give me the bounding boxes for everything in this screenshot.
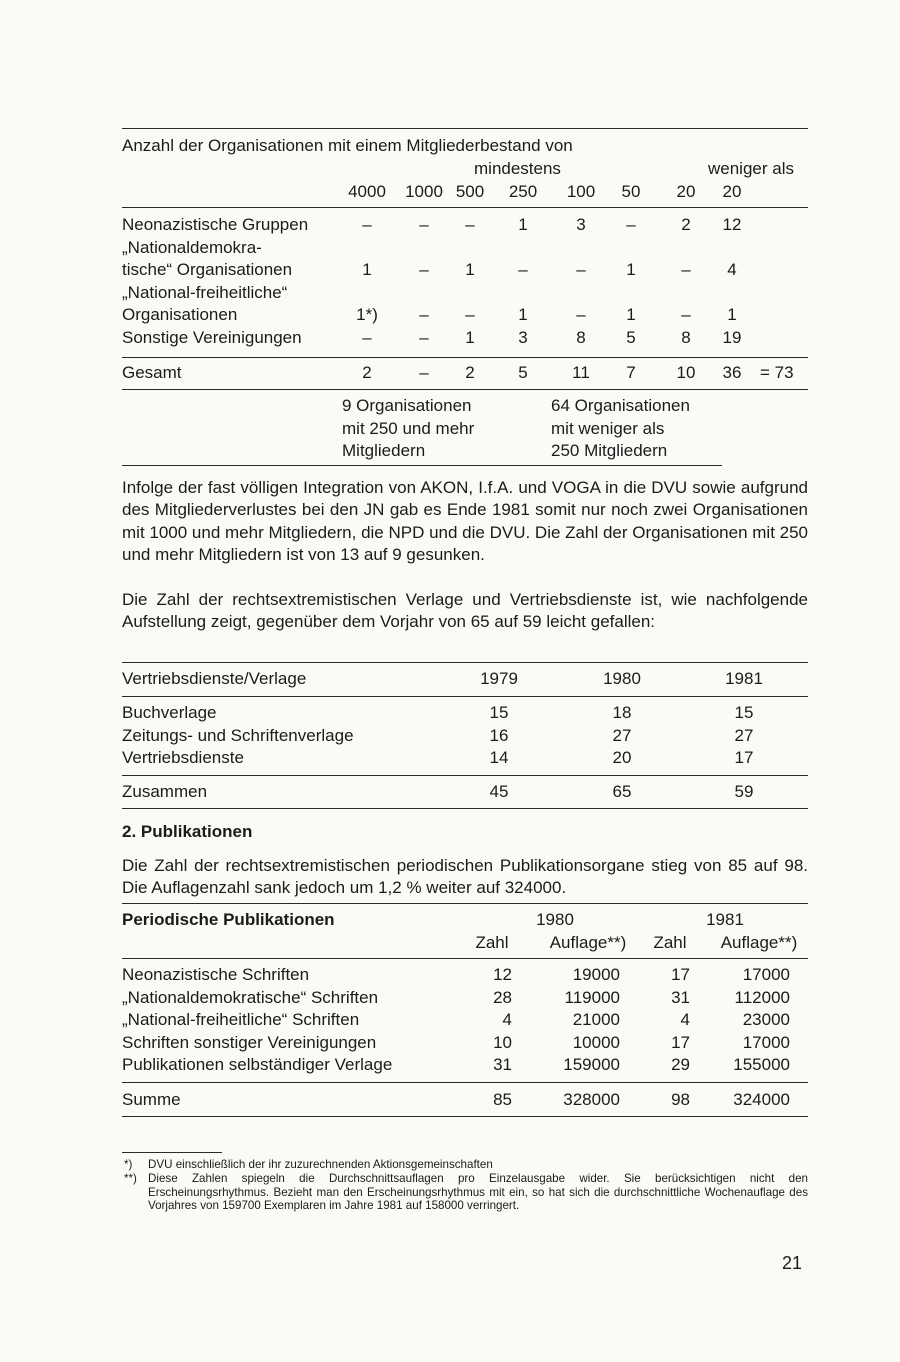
pub-subheader: Zahl: [475, 933, 509, 952]
org-row-label: tische“ Organisationen: [122, 260, 293, 279]
pub-cell: 19000: [572, 965, 620, 984]
table-rule: [122, 775, 808, 776]
verlag-cell: 27: [734, 726, 754, 745]
org-total-cell: 5: [518, 363, 528, 382]
verlag-cell: 20: [612, 748, 632, 767]
paragraph-integration: Infolge der fast völligen Integration von AKON, I.f.A. und VOGA in die DVU sowie aufgrund des Mitgliederverlustes bei den JN gab es Ende 1981 somit nur noch zwei Organisationen mit 1000 und mehr Mitgliedern, die NPD und die DVU. Die Zahl der Organisationen mit 250 und mehr Mitgliedern ist von 13 auf 9 gesunken.: [122, 478, 809, 565]
pub-subheader: Auflage**): [549, 933, 627, 952]
org-cell: –: [465, 305, 475, 324]
org-total-cell: 2: [362, 363, 372, 382]
table-rule: [122, 1082, 808, 1083]
pub-cell: 10000: [572, 1033, 620, 1052]
pub-row-label: Neonazistische Schriften: [122, 965, 310, 984]
pub-cell: 17: [671, 1033, 690, 1052]
org-cell: 19: [722, 328, 742, 347]
pub-subheader: Auflage**): [720, 933, 798, 952]
org-cell: 1: [465, 328, 475, 347]
footnote-2: [124, 1172, 808, 1213]
pub-cell: 10: [493, 1033, 512, 1052]
org-cell: –: [419, 260, 429, 279]
org-col-header: 100: [566, 182, 596, 201]
verlag-cell: 27: [612, 726, 632, 745]
org-col-header: 250: [508, 182, 538, 201]
pub-subheader: Zahl: [653, 933, 687, 952]
pub-table-year-1981: 1981: [706, 910, 744, 929]
org-cell: 1: [465, 260, 475, 279]
footnote-1: [124, 1158, 808, 1172]
pub-cell: 29: [671, 1055, 690, 1074]
footnote-1-text: DVU einschließlich der ihr zuzurechnenden Aktionsgemeinschaften: [148, 1158, 493, 1171]
org-total-cell: –: [419, 363, 429, 382]
org-cell: 4: [727, 260, 737, 279]
pub-cell: 17000: [742, 1033, 790, 1052]
table-rule: [122, 1116, 808, 1117]
verlag-total-label: Zusammen: [122, 782, 208, 801]
verlag-header-year: 1979: [480, 669, 518, 688]
verlag-cell: 17: [734, 748, 754, 767]
org-col-header: 4000: [348, 182, 386, 201]
org-col-header: 50: [621, 182, 641, 201]
verlag-row-label: Zeitungs- und Schriftenverlage: [122, 726, 354, 745]
table-rule: [122, 389, 808, 390]
org-total-cell: 11: [572, 363, 590, 382]
org-total-cell: 10: [676, 363, 696, 382]
org-cell: –: [576, 260, 586, 279]
table-rule: [122, 958, 808, 959]
verlag-header-year: 1981: [725, 669, 763, 688]
pub-row-label: „National-freiheitliche“ Schriften: [122, 1010, 360, 1029]
org-total-cell: 36: [722, 363, 742, 382]
table-rule: [122, 465, 722, 466]
org-cell: –: [626, 215, 636, 234]
org-table-title: Anzahl der Organisationen mit einem Mitgliederbestand von: [122, 136, 573, 155]
paragraph-verlage: Die Zahl der rechtsextremistischen Verlage und Vertriebsdienste ist, wie nachfolgende Aufstellung zeigt, gegenüber dem Vorjahr von 65 auf 59 leicht gefallen:: [122, 590, 808, 632]
table-rule: [122, 808, 808, 809]
pub-cell: 12: [493, 965, 512, 984]
org-cell: 5: [626, 328, 636, 347]
verlag-cell: 18: [612, 703, 632, 722]
pub-cell: 119000: [564, 988, 620, 1007]
org-cell: –: [576, 305, 586, 324]
table-rule: [122, 903, 808, 904]
org-col-header: 20: [676, 182, 696, 201]
verlag-total-cell: 45: [489, 782, 509, 801]
verlag-row-label: Vertriebsdienste: [122, 748, 244, 767]
pub-cell: 28: [493, 988, 512, 1007]
org-row-label: „National-freiheitliche“: [122, 282, 288, 302]
pub-cell: 31: [493, 1055, 512, 1074]
org-cell: 1: [518, 305, 528, 324]
org-col-header: 500: [455, 182, 485, 201]
org-row-label: Sonstige Vereinigungen: [122, 328, 302, 347]
pub-cell: 4: [680, 1010, 690, 1029]
org-row-label: Organisationen: [122, 305, 238, 324]
org-total-cell: 2: [465, 363, 475, 382]
verlag-cell: 14: [489, 748, 509, 767]
pub-cell: 155000: [733, 1055, 790, 1074]
org-cell: 2: [681, 215, 691, 234]
pub-row-label: Publikationen selbständiger Verlage: [122, 1055, 393, 1074]
org-total-sum: = 73: [760, 363, 794, 382]
footnote-rule: [122, 1152, 222, 1153]
org-col-header: 1000: [405, 182, 443, 201]
group-left-line-3: Mitgliedern: [342, 441, 426, 460]
org-col-header: 20: [722, 182, 742, 201]
org-row-label: „Nationaldemokra-: [122, 237, 262, 257]
org-cell: –: [518, 260, 528, 279]
org-table-mindestens: mindestens: [474, 159, 561, 178]
org-total-label: Gesamt: [122, 363, 182, 382]
org-cell: 1: [362, 260, 372, 279]
verlag-cell: 15: [489, 703, 509, 722]
verlag-total-cell: 59: [734, 782, 754, 801]
org-row-label: Neonazistische Gruppen: [122, 215, 309, 234]
pub-cell: 4: [502, 1010, 512, 1029]
pub-row-label: „Nationaldemokratische“ Schriften: [122, 988, 379, 1007]
org-table-weniger-als: weniger als: [708, 159, 794, 178]
group-left-line-1: 9 Organisationen: [342, 396, 472, 415]
pub-cell: 112000: [734, 988, 790, 1007]
org-cell: –: [419, 305, 429, 324]
verlag-row-label: Buchverlage: [122, 703, 217, 722]
pub-cell: 17000: [742, 965, 790, 984]
footnotes: [124, 1158, 808, 1213]
org-cell: 3: [576, 215, 586, 234]
pub-cell: 17: [671, 965, 690, 984]
pub-total-cell: 85: [493, 1090, 512, 1109]
pub-total-cell: 324000: [733, 1090, 790, 1109]
table-rule: [122, 128, 808, 129]
org-cell: –: [362, 328, 372, 347]
org-cell: –: [419, 328, 429, 347]
pub-total-cell: 98: [671, 1090, 690, 1109]
org-cell: 12: [722, 215, 742, 234]
footnote-2-mark: **): [124, 1171, 137, 1185]
verlag-cell: 15: [734, 703, 754, 722]
org-cell: 1: [518, 215, 528, 234]
section-heading-publikationen: 2. Publikationen: [122, 822, 253, 841]
verlag-total-cell: 65: [612, 782, 632, 801]
pub-cell: 159000: [563, 1055, 620, 1074]
table-rule: [122, 357, 808, 358]
group-right-line-1: 64 Organisationen: [551, 396, 690, 415]
page-number: 21: [782, 1253, 803, 1273]
footnote-1-mark: *): [124, 1158, 133, 1171]
paragraph-publikationen: Die Zahl der rechtsextremistischen periodischen Publikationsorgane stieg von 85 auf 98. Die Auflagenzahl sank jedoch um 1,2 % weiter auf 324000.: [122, 856, 808, 898]
org-cell: 1*): [356, 305, 378, 324]
table-rule: [122, 662, 808, 663]
table-rule: [122, 207, 808, 208]
org-total-cell: 7: [626, 363, 636, 382]
org-cell: –: [681, 305, 691, 324]
org-cell: –: [362, 215, 372, 234]
org-cell: 8: [576, 328, 586, 347]
pub-table-title: Periodische Publikationen: [122, 910, 335, 929]
org-cell: 8: [681, 328, 691, 347]
org-cell: –: [465, 215, 475, 234]
pub-total-cell: 328000: [563, 1090, 620, 1109]
pub-table-year-1980: 1980: [536, 910, 574, 929]
org-cell: 1: [626, 260, 636, 279]
org-cell: 3: [518, 328, 528, 347]
group-left-line-2: mit 250 und mehr: [342, 419, 475, 438]
table-rule: [122, 696, 808, 697]
pub-cell: 31: [671, 988, 690, 1007]
org-cell: 1: [727, 305, 737, 324]
footnote-2-text: Diese Zahlen spiegeln die Durchschnittsauflagen pro Einzelausgabe wider. Sie berücksichtigen nicht den Erscheinungsrhythmus. Bezieht man den Erscheinungsrhythmus mit ein, so hat sich die durchschnittliche Wochenauflage des Vorjahres von 159700 Exemplaren im Jahre 1981 auf 158000 verringert.: [148, 1171, 808, 1213]
org-cell: –: [681, 260, 691, 279]
verlag-header-label: Vertriebsdienste/Verlage: [122, 669, 307, 688]
pub-total-label: Summe: [122, 1090, 181, 1109]
org-cell: –: [419, 215, 429, 234]
verlag-cell: 16: [489, 726, 509, 745]
pub-cell: 23000: [742, 1010, 790, 1029]
pub-row-label: Schriften sonstiger Vereinigungen: [122, 1033, 377, 1052]
group-right-line-2: mit weniger als: [551, 419, 665, 438]
group-right-line-3: 250 Mitgliedern: [551, 441, 668, 460]
verlag-header-year: 1980: [603, 669, 641, 688]
pub-cell: 21000: [572, 1010, 620, 1029]
org-cell: 1: [626, 305, 636, 324]
